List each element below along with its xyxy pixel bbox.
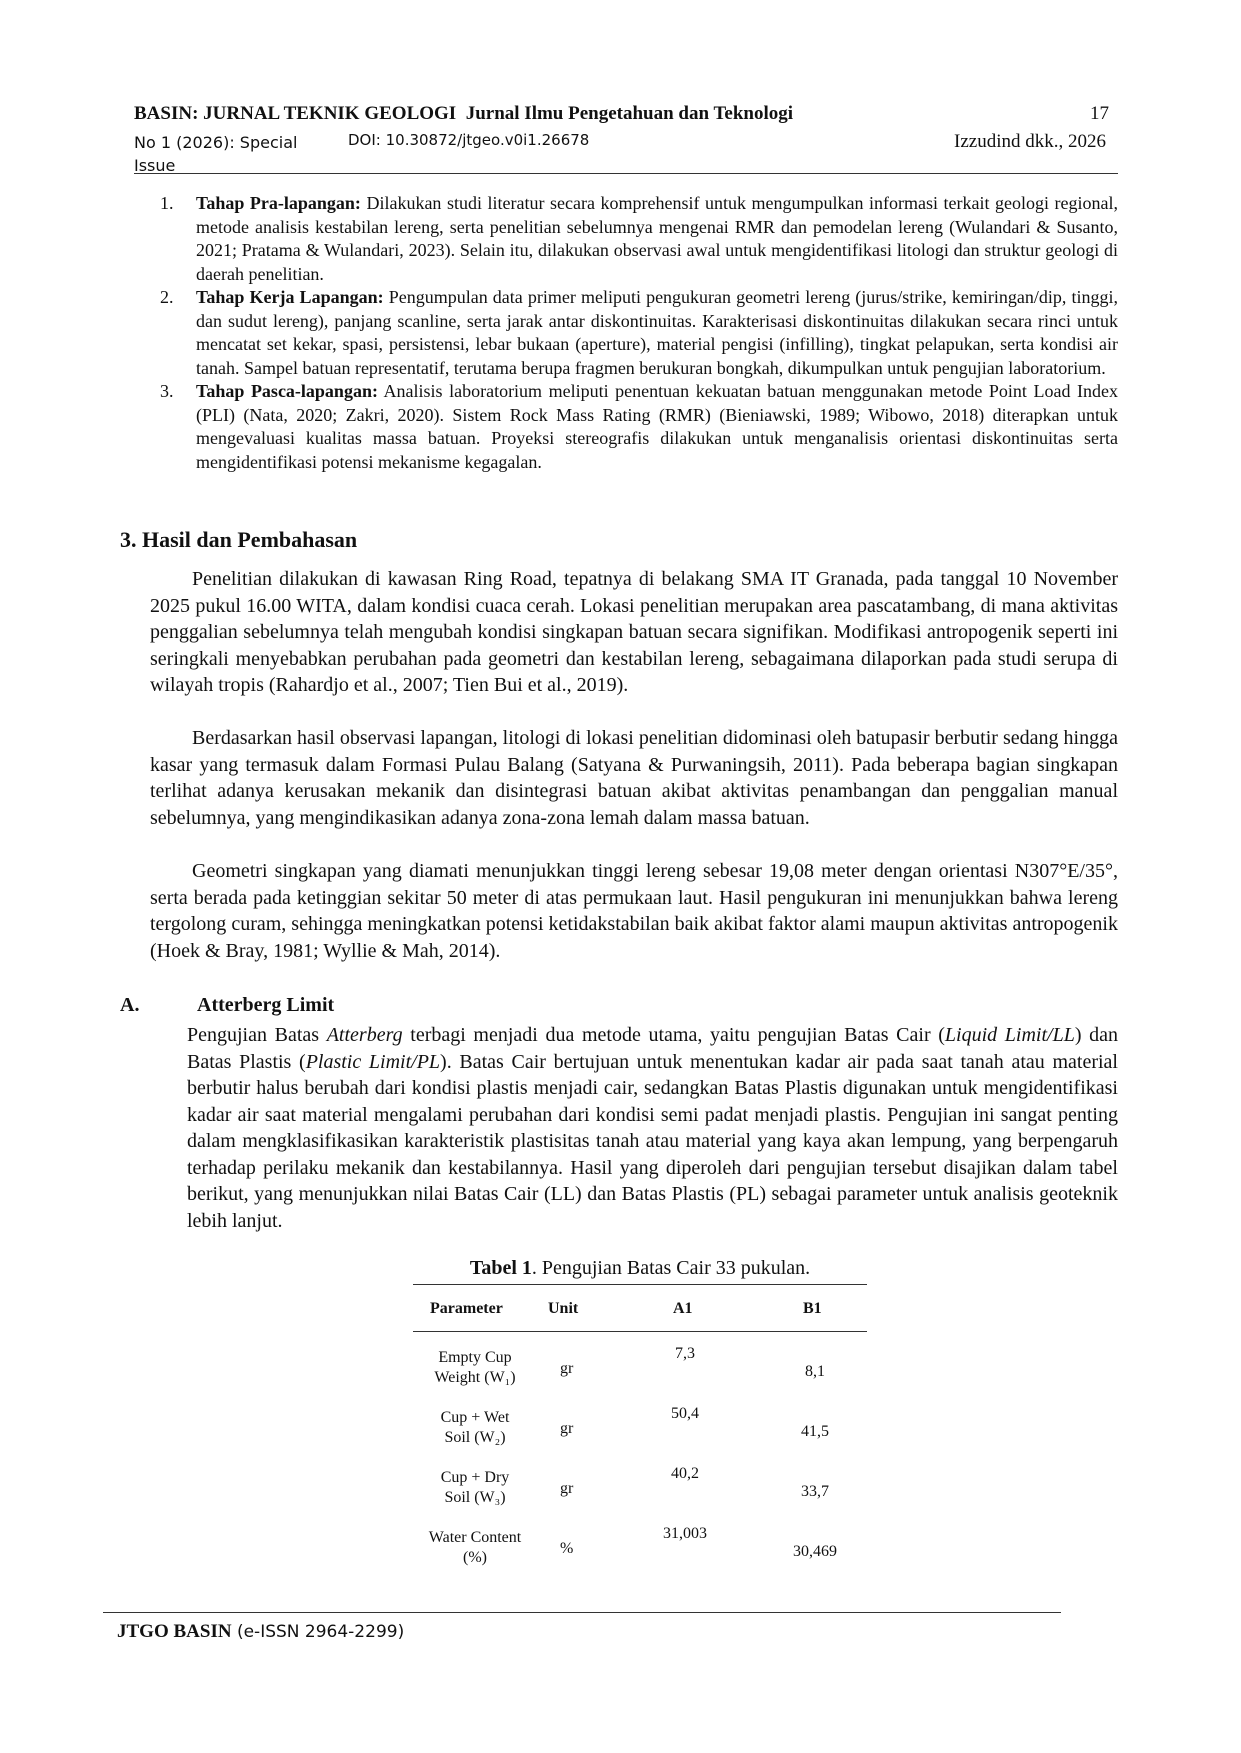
journal-title (134, 103, 793, 125)
paragraph-text: Pengujian Batas (187, 1024, 327, 1046)
table-header-a1: A1 (673, 1300, 693, 1317)
table-cell-b1: 30,469 (793, 1543, 837, 1560)
step-text: Pengumpulan data primer meliputi pengukuran geometri lereng (jurus/strike, kemiringan/dip, tinggi, dan sudut lereng), panjang scanline, serta jarak antar diskontinuitas. Karakterisasi diskontinuitas dilakukan secara rinci untuk mencatat set kekar, spasi, persistensi, lebar bukaan (aperture), material pengisi (infilling), tingkat pelapukan, serta kondisi air tanah. Sampel batuan representatif, terutama berupa fragmen berukuran bongkah, dikumpulkan untuk pengujian laboratorium. (196, 287, 1118, 378)
table-cell-b1: 41,5 (801, 1423, 829, 1440)
table-cell-parameter: Cup + Dry Soil (W₃) (440, 1469, 510, 1506)
body-paragraph (150, 725, 1118, 831)
doi-label: DOI: 10.30872/jtgeo.v0i1.26678 (348, 131, 590, 149)
table-cell-unit: gr (560, 1360, 574, 1377)
paragraph-italic: Atterberg (326, 1024, 403, 1046)
subsection-letter: A. (120, 994, 140, 1016)
table-cell-b1: 8,1 (805, 1363, 825, 1380)
body-paragraph (150, 566, 1118, 699)
table-header-b1: B1 (803, 1300, 822, 1317)
list-number: 1. (160, 193, 174, 213)
section-heading: 3. Hasil dan Pembahasan (120, 527, 358, 552)
table-header-parameter: Parameter (430, 1300, 503, 1317)
table-cell-a1: 31,003 (663, 1525, 707, 1542)
table-caption-text: . Pengujian Batas Cair 33 pukulan. (531, 1257, 811, 1279)
page-number: 17 (1090, 103, 1109, 124)
journal-name: BASIN: JURNAL TEKNIK GEOLOGI (134, 103, 457, 124)
paragraph-text: ) dan Batas Plastis ( (187, 1024, 1118, 1073)
paragraph-text: ). Batas Cair bertujuan untuk menentukan kadar air pada saat tanah atau material berbutir halus berubah dari kondisi plastis menjadi cair, sedangkan Batas Plastis digunakan untuk mengidentifikasi kadar air saat material mengalami perubahan dari kondisi semi padat menjadi plastis. Pengujian ini sangat penting dalam mengklasifikasikan karakteristik plastisitas tanah atau material yang kaya akan lempung, yang berpengaruh terhadap perilaku mekanik dan kestabilannya. Hasil yang diperoleh dari pengujian tersebut disajikan dalam tabel berikut, yang menunjukkan nilai Batas Cair (LL) dan Batas Plastis (PL) sebagai parameter untuk analisis geoteknik lebih lanjut. (187, 1050, 1118, 1232)
footer-label (117, 1621, 404, 1643)
step-title: Tahap Kerja Lapangan: (196, 287, 384, 307)
issue-label: No 1 (2026): Special Issue (134, 133, 298, 175)
table-cell-parameter: Empty Cup Weight (W₁) (434, 1349, 516, 1386)
body-paragraph (150, 858, 1118, 964)
footer-journal: JTGO BASIN (117, 1621, 232, 1642)
footer-issn: (e-ISSN 2964-2299) (231, 1622, 405, 1642)
table-cell-a1: 50,4 (671, 1405, 699, 1422)
header-divider (134, 173, 1118, 174)
subsection-title: Atterberg Limit (197, 994, 335, 1016)
table-top-rule (413, 1284, 867, 1285)
author-label: Izzudind dkk., 2026 (954, 131, 1106, 152)
table-cell-unit: % (560, 1540, 574, 1557)
table-cell-parameter: Water Content (%) (428, 1529, 522, 1566)
table-header-rule (413, 1331, 867, 1332)
paragraph-text: Berdasarkan hasil observasi lapangan, litologi di lokasi penelitian didominasi oleh batupasir berbutir sedang hingga kasar yang termasuk dalam Formasi Pulau Balang (Satyana & Purwaningsih, 2011). Pada beberapa bagian singkapan terlihat adanya kerusakan mekanik dan disintegrasi batuan akibat aktivitas penambangan dan penggalian manual sebelumnya, yang mengindikasikan adanya zona-zona lemah dalam massa batuan. (150, 727, 1118, 829)
table-header-unit: Unit (548, 1300, 579, 1317)
step-text: Dilakukan studi literatur secara komprehensif untuk mengumpulkan informasi terkait geologi regional, metode analisis kestabilan lereng, serta penelitian sebelumnya mengenai RMR dan pemodelan lereng (Wulandari & Susanto, 2021; Pratama & Wulandari, 2023). Selain itu, dilakukan observasi awal untuk mengidentifikasi litologi dan struktur geologi di daerah penelitian. (196, 193, 1119, 284)
step-title: Tahap Pra-lapangan: (196, 193, 361, 213)
paragraph-text: Penelitian dilakukan di kawasan Ring Road, tepatnya di belakang SMA IT Granada, pada tanggal 10 November 2025 pukul 16.00 WITA, dalam kondisi cuaca cerah. Lokasi penelitian merupakan area pascatambang, di mana aktivitas penggalian sebelumnya telah mengubah kondisi singkapan batuan secara signifikan. Modifikasi antropogenik seperti ini seringkali menyebabkan perubahan pada geometri dan kestabilan lereng, sebagaimana dilaporkan pada studi serupa di wilayah tropis (Rahardjo et al., 2007; Tien Bui et al., 2019). (150, 568, 1118, 696)
table-cell-a1: 40,2 (671, 1465, 699, 1482)
table-cell-unit: gr (560, 1420, 574, 1437)
table-cell-b1: 33,7 (801, 1483, 829, 1500)
table-cell-a1: 7,3 (675, 1345, 695, 1362)
table-caption (413, 1257, 867, 1280)
paragraph-italic: Plastic Limit/PL (305, 1050, 441, 1073)
list-item (160, 192, 1118, 286)
step-text: Analisis laboratorium meliputi penentuan kekuatan batuan menggunakan metode Point Load Index (PLI) (Nata, 2020; Zakri, 2020). Sistem Rock Mass Rating (RMR) (Bieniawski, 1989; Wibowo, 2018) diterapkan untuk mengevaluasi kualitas massa batuan. Proyeksi stereografis dilakukan untuk menganalisis orientasi diskontinuitas serta mengidentifikasi potensi mekanisme kegagalan. (196, 381, 1118, 472)
list-number: 2. (160, 287, 174, 307)
footer-divider (103, 1612, 1061, 1613)
list-item (160, 380, 1118, 474)
body-paragraph (187, 1022, 1118, 1234)
paragraph-text: terbagi menjadi dua metode utama, yaitu pengujian Batas Cair ( (402, 1024, 945, 1046)
table-caption-label: Tabel 1 (469, 1257, 532, 1279)
list-number: 3. (160, 381, 174, 401)
journal-subtitle: Jurnal Ilmu Pengetahuan dan Teknologi (465, 103, 794, 124)
table-cell-unit: gr (560, 1480, 574, 1497)
paragraph-italic: Liquid Limit/LL (944, 1024, 1075, 1046)
paragraph-text: Geometri singkapan yang diamati menunjukkan tinggi lereng sebesar 19,08 meter dengan orientasi N307°E/35°, serta berada pada ketinggian sekitar 50 meter di atas permukaan laut. Hasil pengukuran ini menunjukkan bahwa lereng tergolong curam, sehingga meningkatkan potensi ketidakstabilan baik akibat faktor alami maupun aktivitas antropogenik (Hoek & Bray, 1981; Wyllie & Mah, 2014). (150, 860, 1118, 962)
table-cell-parameter: Cup + Wet Soil (W₂) (440, 1409, 510, 1446)
step-title: Tahap Pasca-lapangan: (196, 381, 378, 401)
list-item (160, 286, 1118, 380)
method-steps-list (160, 192, 1118, 474)
